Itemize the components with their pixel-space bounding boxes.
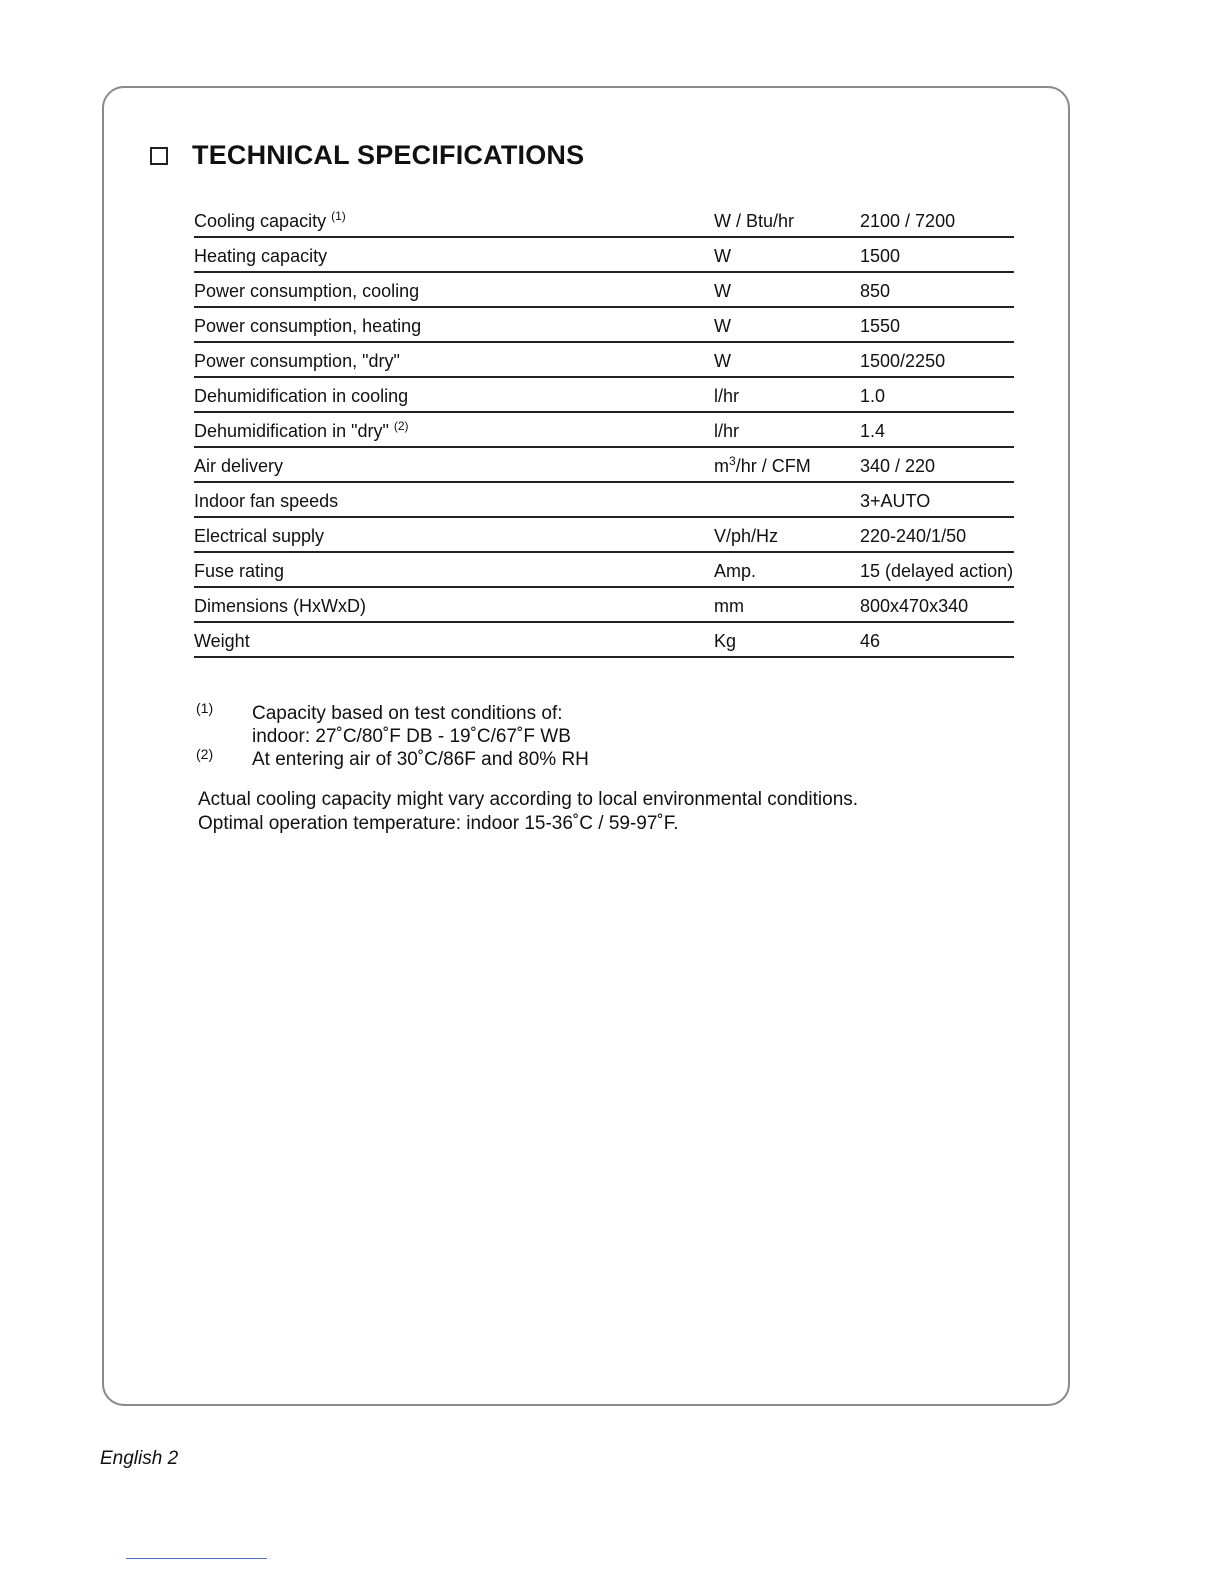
spec-value: 1.0: [860, 386, 886, 406]
spec-value: 15 (delayed action): [860, 561, 1014, 581]
spec-parameter: Dehumidification in cooling: [194, 386, 409, 406]
spec-parameter: Fuse rating: [194, 561, 285, 581]
spec-unit: V/ph/Hz: [714, 526, 779, 546]
spec-value: 1500: [860, 246, 901, 266]
spec-row: [194, 588, 1014, 623]
spec-unit: Kg: [714, 631, 737, 651]
spec-row: [194, 518, 1014, 553]
footer-divider: [126, 1558, 267, 1559]
spec-row: [194, 273, 1014, 308]
footnotes: [196, 702, 589, 771]
footnote: [196, 702, 589, 748]
footnote-text: Capacity based on test conditions of:: [252, 703, 563, 724]
section-heading: [150, 140, 584, 171]
footnote-mark: (1): [196, 700, 214, 716]
page-label: English 2: [100, 1448, 179, 1469]
spec-value: 1550: [860, 316, 901, 336]
spec-row: [194, 448, 1014, 483]
remark-text: Optimal operation temperature: indoor 15-36˚C / 59-97˚F.: [198, 813, 679, 834]
spec-table: [194, 203, 1014, 658]
spec-row: [194, 483, 1014, 518]
spec-parameter: Weight: [194, 631, 250, 651]
spec-value: 850: [860, 281, 891, 301]
spec-parameter: Heating capacity: [194, 246, 328, 266]
spec-parameter: Air delivery: [194, 456, 284, 476]
section-title: TECHNICAL SPECIFICATIONS: [192, 140, 585, 170]
footnote-mark: (2): [196, 746, 214, 762]
spec-unit: W: [714, 246, 731, 266]
spec-value: 2100 / 7200: [860, 211, 956, 231]
spec-parameter: Electrical supply: [194, 526, 325, 546]
spec-unit: $m^3/hr$ / CFM: [714, 454, 811, 476]
spec-parameter: Dimensions (HxWxD): [194, 596, 367, 616]
spec-unit: l/hr: [714, 386, 740, 406]
spec-unit: Amp.: [714, 561, 757, 581]
spec-value: 46: [860, 631, 881, 651]
spec-unit: mm: [714, 596, 744, 616]
spec-row: [194, 553, 1014, 588]
spec-unit: W: [714, 281, 731, 301]
footnote-text: indoor: 27˚C/80˚F DB - 19˚C/67˚F WB: [252, 726, 571, 747]
checkbox-icon: [150, 147, 168, 165]
remark-text: Actual cooling capacity might vary according to local environmental conditions.: [198, 789, 859, 810]
spec-row: [194, 623, 1014, 658]
spec-parameter: Power consumption, "dry": [194, 351, 400, 371]
spec-parameter: Cooling capacity $^{(1)}$: [194, 209, 346, 231]
spec-unit: W / Btu/hr: [714, 211, 795, 231]
spec-row: [194, 343, 1014, 378]
spec-unit: W: [714, 316, 731, 336]
footnote: [196, 748, 589, 771]
footnote-text: At entering air of 30˚C/86F and 80% RH: [252, 749, 589, 770]
spec-row: [194, 378, 1014, 413]
remarks: [198, 788, 858, 836]
spec-unit: l/hr: [714, 421, 740, 441]
spec-row: [194, 203, 1014, 238]
spec-row: [194, 413, 1014, 448]
spec-unit: W: [714, 351, 731, 371]
spec-value: 3+AUTO: [860, 491, 931, 511]
spec-row: [194, 238, 1014, 273]
spec-value: 800x470x340: [860, 596, 969, 616]
spec-value: 1500/2250: [860, 351, 946, 371]
spec-value: 340 / 220: [860, 456, 936, 476]
spec-parameter: Indoor fan speeds: [194, 491, 339, 511]
spec-value: 220-240/1/50: [860, 526, 967, 546]
spec-parameter: Power consumption, cooling: [194, 281, 420, 301]
spec-parameter: Power consumption, heating: [194, 316, 422, 336]
spec-parameter: Dehumidification in "dry" $^{(2)}$: [194, 419, 409, 441]
spec-row: [194, 308, 1014, 343]
spec-value: 1.4: [860, 421, 886, 441]
